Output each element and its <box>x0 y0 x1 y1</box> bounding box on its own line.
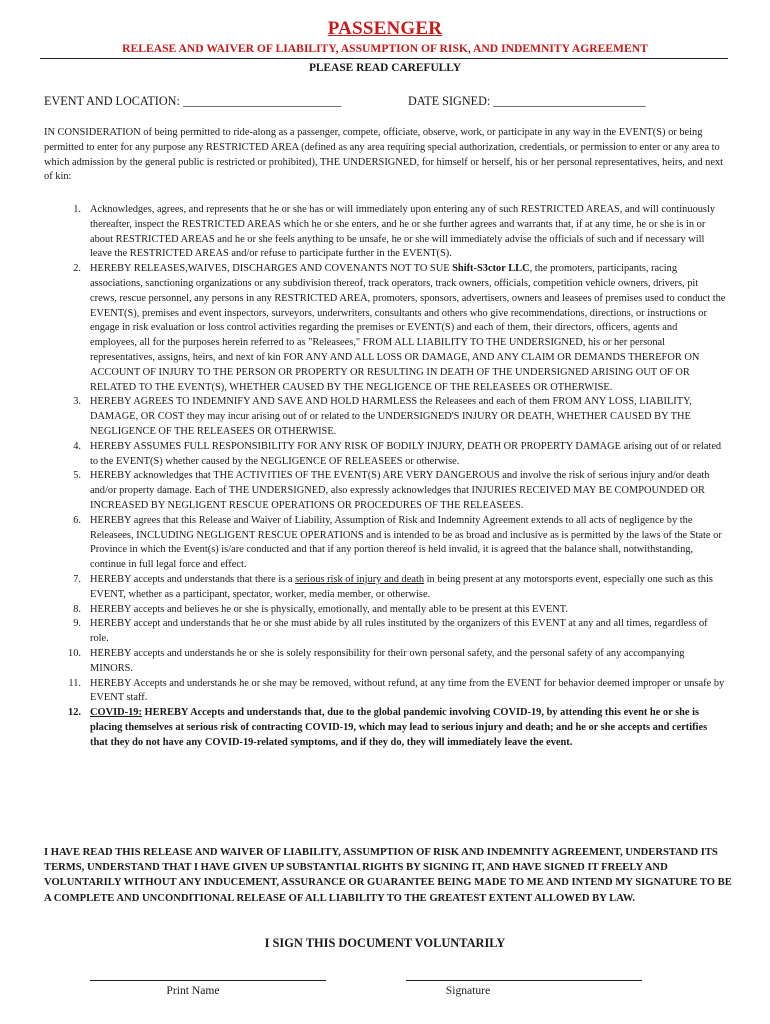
clause-12 <box>44 706 726 750</box>
document-title: PASSENGER <box>327 18 443 39</box>
clause-text: HEREBY Accepts and understands he or she may be removed, without refund, at any time from the EVENT for behavior deemed improper or unsafe by EVENT staff. <box>90 677 725 704</box>
clause-7 <box>44 573 726 603</box>
waiver-clauses <box>44 203 726 750</box>
clause-text: HEREBY AGREES TO INDEMNIFY AND SAVE AND HOLD HARMLESS the Releasees and each of them FROM ANY LOSS, LIABILITY, DAMAGE, OR COST they may incur arising out of or related to the UNDERSIGNED'S INJURY OR DEATH, WHETHER CAUSED BY THE NEGLIGENCE OF THE RELEASEES OR OTHERWISE. <box>90 396 692 437</box>
sign-voluntarily-heading: I SIGN THIS DOCUMENT VOLUNTARILY <box>264 936 506 950</box>
clause-4 <box>44 440 726 470</box>
event-location-field[interactable]: EVENT AND LOCATION: __________________________ <box>44 94 342 108</box>
consideration-paragraph: IN CONSIDERATION of being permitted to ride-along as a passenger, compete, officiate, observe, work, or participate in any way in the EVENT(S) or being permitted to enter for any purpose any RESTRICTED AREA (defined as any area requiring special authorization, credentials, or permission to enter or any area to which admission by the general public is restricted or prohibited), THE UNDERSIGNED, for himself or herself, his or her personal representatives, heirs, and next of kin: <box>44 127 724 183</box>
clause-8 <box>44 603 726 618</box>
clause-6 <box>44 514 726 573</box>
clause-5 <box>44 469 726 513</box>
clause-number: 2. <box>73 263 81 275</box>
acknowledgement-paragraph: I HAVE READ THIS RELEASE AND WAIVER OF LIABILITY, ASSUMPTION OF RISK AND INDEMNITY AGREEMENT, UNDERSTAND ITS TERMS, UNDERSTAND THAT I HAVE GIVEN UP SUBSTANTIAL RIGHTS BY SIGNING IT, AND HAVE SIGNED IT FREELY AND VOLUNTARILY WITHOUT ANY INDUCEMENT, ASSURANCE OR GUARANTEE BEING MADE TO ME AND INTEND MY SIGNATURE TO BE A COMPLETE AND UNCONDITIONAL RELEASE OF ALL LIABILITY TO THE GREATEST EXTENT ALLOWED BY LAW. <box>44 847 732 904</box>
clause-text: HEREBY accepts and understands he or she is solely responsibility for their own personal safety, and the personal safety of any accompanying MINORS. <box>90 647 685 674</box>
clause-text: HEREBY agrees that this Release and Waiver of Liability, Assumption of Risk and Indemnity Agreement extends to all acts of negligence by the Releasees, INCLUDING NEGLIGENT RESCUE OPERATIONS and is intended to be as broad and inclusive as is permitted by the laws of the State or Province in which the Event(s) is/are conducted and that if any portion thereof is held invalid, it is agreed that the balance shall, notwithstanding, continue in full legal force and effect. <box>90 514 722 571</box>
clause-text: HEREBY ASSUMES FULL RESPONSIBILITY FOR ANY RISK OF BODILY INJURY, DEATH OR PROPERTY DAMAGE arising out of or related to the EVENT(S) whether caused by the NEGLIGENCE OF RELEASEES or otherwise. <box>90 440 722 467</box>
print-name-label: Print Name <box>166 984 220 997</box>
print-name-line[interactable] <box>90 980 326 981</box>
signature-line[interactable] <box>406 980 642 981</box>
clause-2 <box>44 262 726 395</box>
clause-number: 11. <box>68 677 81 689</box>
clause-1 <box>44 203 726 262</box>
clause-number: 10. <box>68 647 81 659</box>
clause-number: 1. <box>73 204 81 215</box>
clause-text-post: , the promoters, participants, racing associations, sanctioning organizations or any subdivision thereof, track operators, track owners, officials, competition vehicle owners, drivers, pit crews, rescue personnel, any persons in any RESTRICTED AREA, promoters, sponsors, advertisers, owners and leasees of premises used to conduct the EVENT(S), premises and event inspectors, surveyors, underwriters, consultants and others who give recommendations, directions, or instructions or engage in risk evaluation or loss control activities regarding the premises or EVENT(S) and each of them, their directors, officers, agents and employees, all for the purposes herein referred to as "Releasees," FROM ALL LIABILITY TO THE UNDERSIGNED, his or her personal representatives, assigns, heirs, and next of kin FOR ANY AND ALL LOSS OR DAMAGE, AND ANY CLAIM OR DEMANDS THEREFOR ON ACCOUNT OF INJURY TO THE PERSON OR PROPERTY OR RESULTING IN DEATH OF THE UNDERSIGNED ARISING OUT OF OR RELATED TO THE EVENT(S), WHETHER CAUSED BY THE NEGLIGENCE OF THE RELEASEES OR OTHERWISE. <box>90 263 726 393</box>
clause-number: 3. <box>73 396 81 408</box>
date-signed-field[interactable]: DATE SIGNED: _________________________ <box>408 94 646 108</box>
clause-number: 7. <box>73 573 81 585</box>
clause-9 <box>44 617 726 647</box>
clause-text: HEREBY accept and understands that he or she must abide by all rules instituted by the organizers of this EVENT at any and all times, regardless of role. <box>90 618 708 645</box>
company-name: Shift-S3ctor LLC <box>452 263 530 275</box>
clause-text-pre: HEREBY RELEASES,WAIVES, DISCHARGES AND COVENANTS NOT TO SUE <box>90 263 453 275</box>
clause-3 <box>44 395 726 439</box>
signature-label: Signature <box>445 984 491 997</box>
clause-11 <box>44 677 726 707</box>
document-subtitle: RELEASE AND WAIVER OF LIABILITY, ASSUMPTION OF RISK, AND INDEMNITY AGREEMENT <box>122 42 648 55</box>
clause-number: 6. <box>73 514 81 526</box>
clause-text: HEREBY acknowledges that THE ACTIVITIES OF THE EVENT(S) ARE VERY DANGEROUS and involve the risk of serious injury and/or death and/or property damage. Each of THE UNDERSIGNED, also expressly acknowledges that INJURIES RECEIVED MAY BE COMPOUNDED OR INCREASED BY NEGLIGENT RESCUE OPERATIONS OR PROCEDURES OF THE RELEASEES. <box>90 470 710 511</box>
covid-label: COVID-19: <box>90 707 142 719</box>
underlined-risk-text: serious risk of injury and death <box>295 573 425 585</box>
clause-number: 8. <box>73 603 81 615</box>
clause-number: 12. <box>68 707 81 719</box>
clause-text: Acknowledges, agrees, and represents that he or she has or will immediately upon entering any of such RESTRICTED AREAS, and will continuously thereafter, inspect the RESTRICTED AREAS which he or she enters, and he or she further agrees and warrants that, if at any time, he or she is in or about RESTRICTED AREAS and he or she feels anything to be unsafe, he or she will immediately advise the officials of such and if necessary will leave the RESTRICTED AREAS and/or refuse to participate further in the EVENT(S). <box>90 204 716 260</box>
clause-text: HEREBY accepts and believes he or she is physically, emotionally, and mentally able to be present at this EVENT. <box>90 603 568 615</box>
clause-text-post: in being present at any motorsports event, especially one such as this EVENT, whether as a participant, spectator, worker, media member, or otherwise. <box>90 573 713 600</box>
read-carefully-heading: PLEASE READ CAREFULLY <box>308 62 462 74</box>
title-divider <box>40 58 728 59</box>
clause-10 <box>44 647 726 677</box>
clause-text: HEREBY Accepts and understands that, due to the global pandemic involving COVID-19, by attending this event he or she is placing themselves at serious risk of contracting COVID-19, which may lead to serious injury and death; and he or she accepts and certifies that they do not have any COVID-19-related symptoms, and if they do, they will immediately leave the event. <box>90 707 708 748</box>
clause-number: 9. <box>73 618 81 630</box>
clause-number: 5. <box>73 470 81 482</box>
clause-number: 4. <box>73 440 81 452</box>
clause-text-pre: HEREBY accepts and understands that there is a <box>90 573 296 585</box>
